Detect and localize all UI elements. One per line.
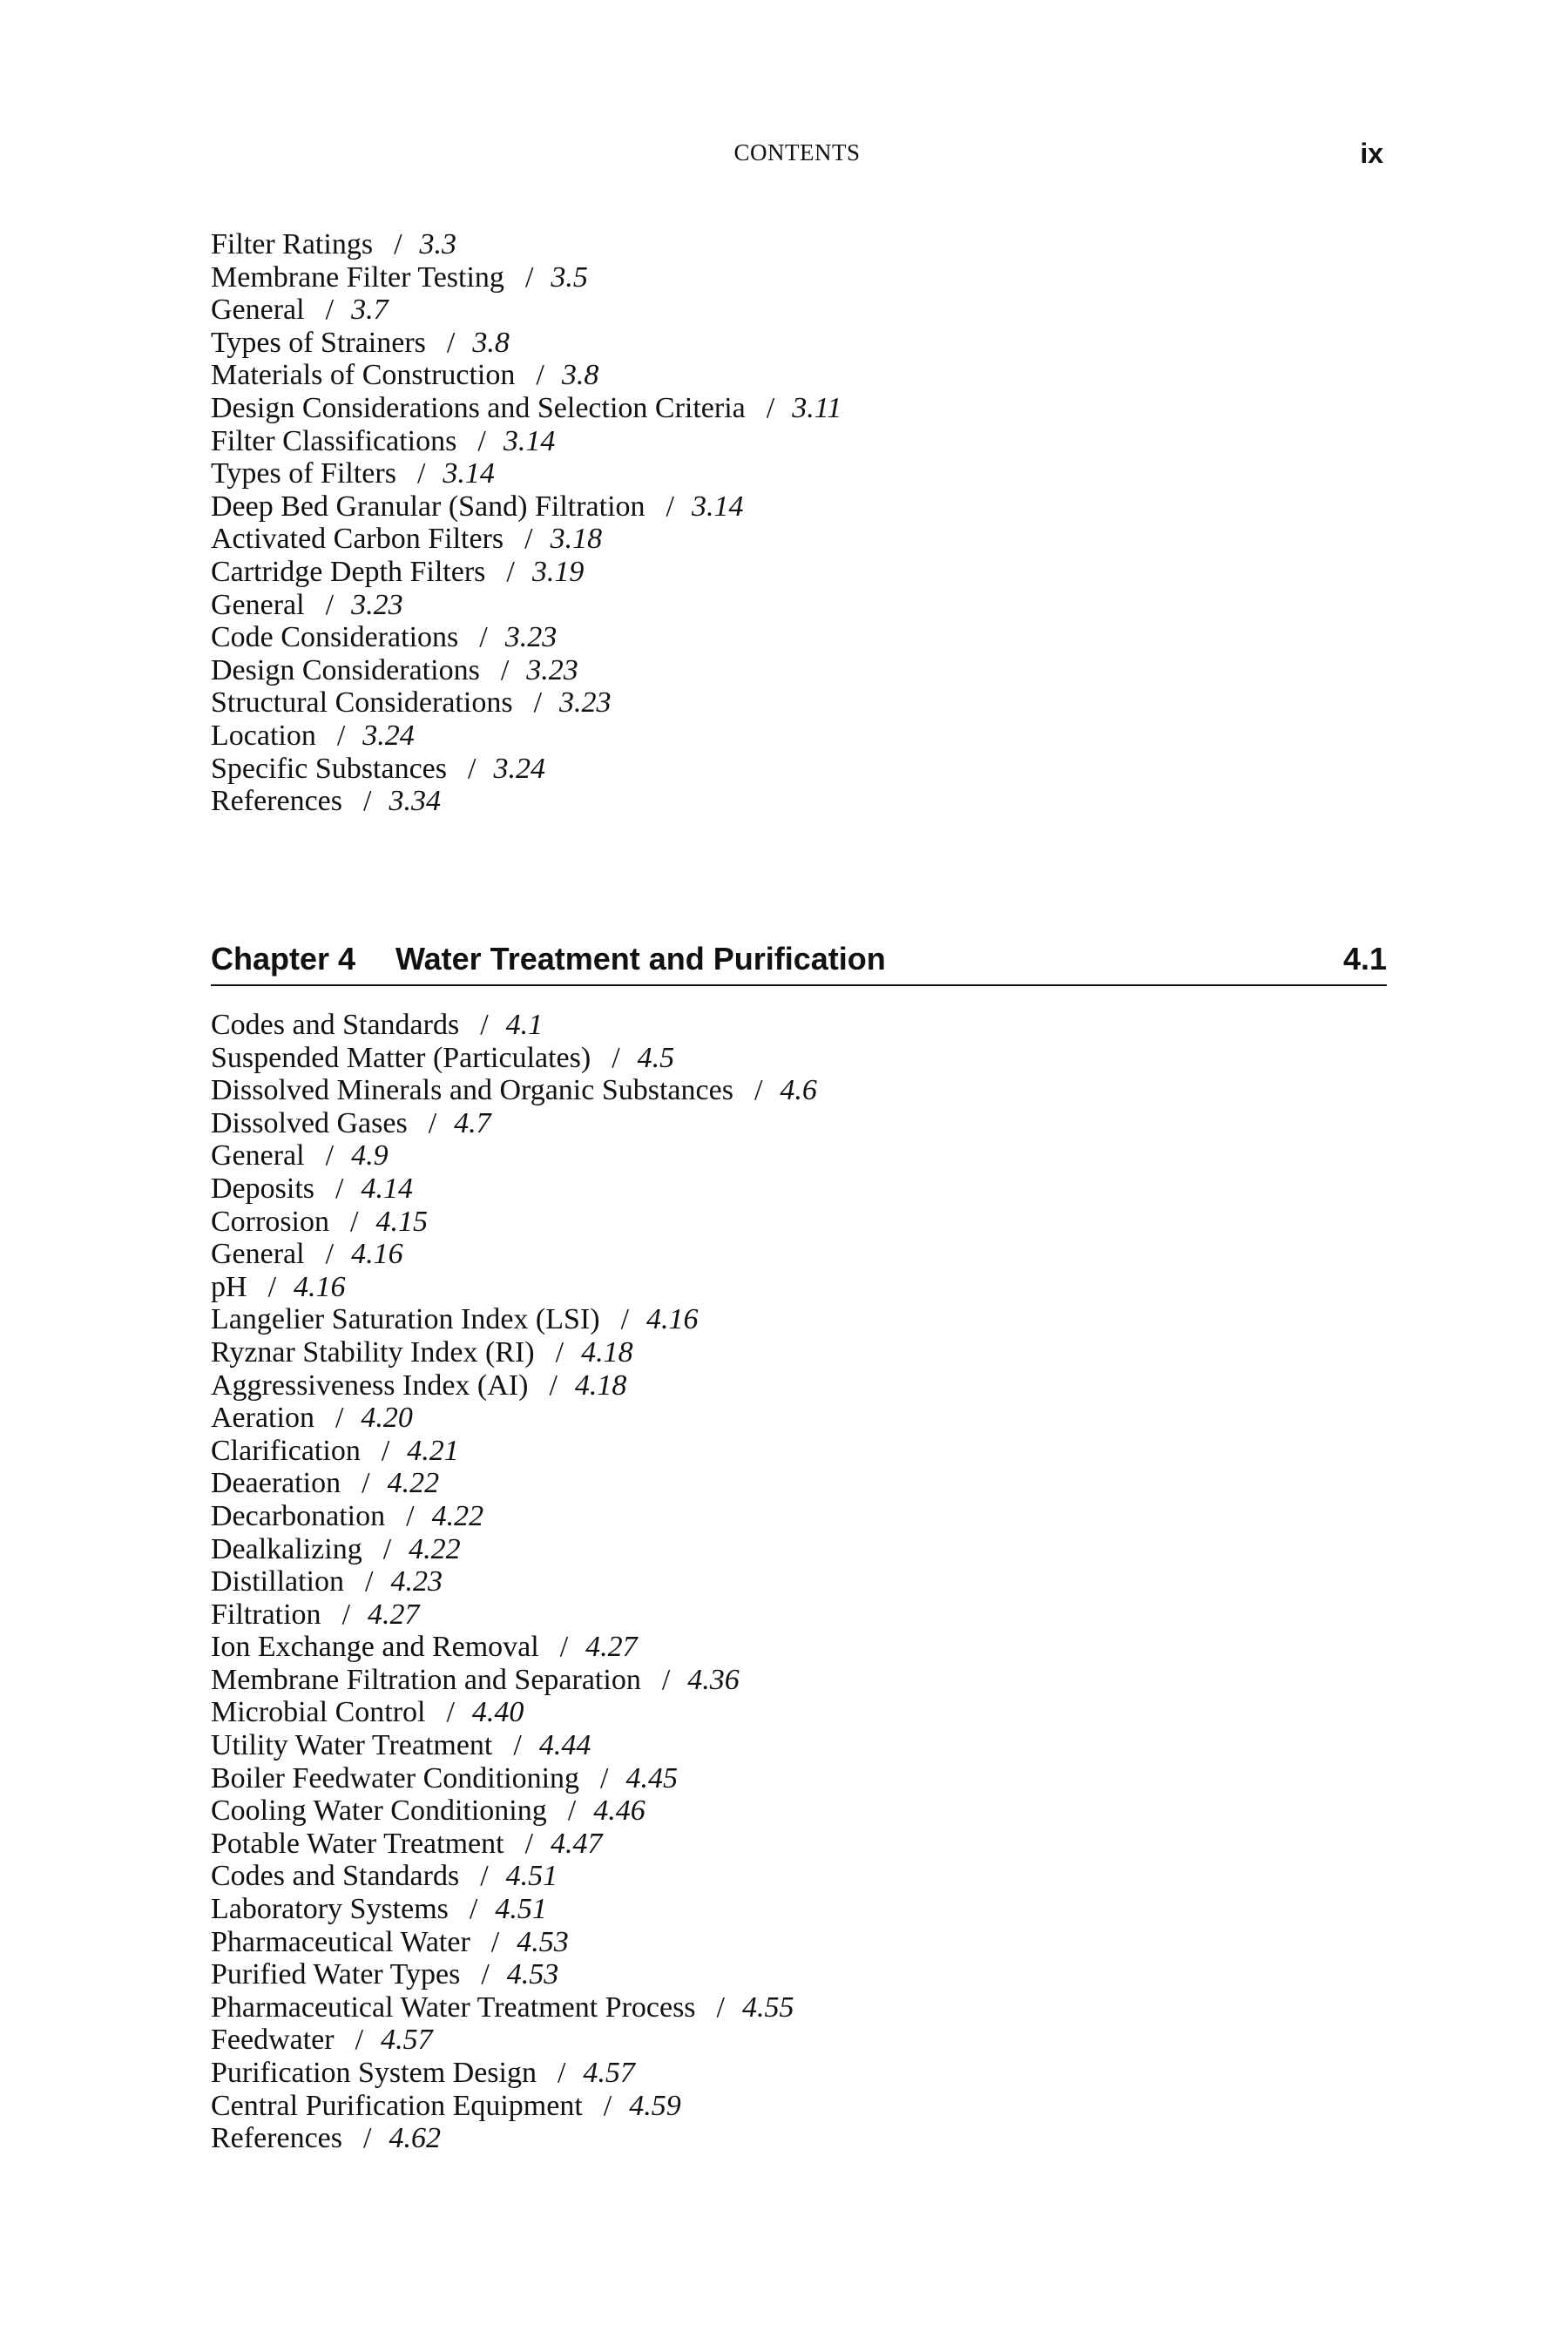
toc-entry-separator: / <box>267 1270 277 1303</box>
toc-entry[interactable] <box>211 1893 817 1926</box>
toc-entry[interactable] <box>211 556 841 589</box>
toc-entry-page: 4.22 <box>387 1467 440 1500</box>
toc-entry-separator: / <box>365 1565 374 1598</box>
toc-entry-title: Specific Substances <box>211 752 447 785</box>
toc-entry-title: Cooling Water Conditioning <box>211 1794 547 1828</box>
toc-entry[interactable] <box>211 523 841 556</box>
toc-entry-title: References <box>211 785 343 818</box>
toc-entry-title: Filter Ratings <box>211 228 374 260</box>
toc-entry-title: Boiler Feedwater Conditioning <box>211 1761 580 1794</box>
toc-entry-page: 4.16 <box>351 1238 403 1271</box>
toc-entry-page: 4.27 <box>585 1631 638 1664</box>
toc-entry-title: Langelier Saturation Index (LSI) <box>211 1303 600 1336</box>
toc-entry-separator: / <box>325 1238 335 1271</box>
toc-entry-title: Purified Water Types <box>211 1958 461 1991</box>
toc-entry-title: Codes and Standards <box>211 1860 460 1893</box>
toc-entry[interactable] <box>211 1631 817 1664</box>
toc-entry-title: pH <box>211 1270 247 1303</box>
toc-entry[interactable] <box>211 1828 817 1861</box>
toc-entry-separator: / <box>524 260 534 294</box>
toc-entry-page: 4.9 <box>351 1139 389 1173</box>
toc-entry-page: 4.51 <box>495 1893 547 1926</box>
toc-entry-title: Feedwater <box>211 2024 335 2057</box>
toc-entry[interactable] <box>211 1336 817 1369</box>
toc-entry-separator: / <box>382 1532 392 1565</box>
toc-entry-separator: / <box>468 752 476 785</box>
toc-entry-page: 4.62 <box>389 2122 441 2155</box>
toc-entry-page: 4.16 <box>294 1270 346 1303</box>
toc-entry[interactable] <box>211 720 841 753</box>
toc-entry-separator: / <box>559 1631 569 1664</box>
toc-entry-title: General <box>211 1238 305 1271</box>
toc-entry-page: 4.51 <box>505 1860 558 1893</box>
toc-entry-separator: / <box>469 1893 478 1926</box>
toc-entry-page: 4.18 <box>574 1369 627 1402</box>
toc-entry-page: 4.53 <box>517 1925 569 1958</box>
running-title: CONTENTS <box>733 139 861 166</box>
toc-entry-page: 3.19 <box>531 555 585 588</box>
toc-entry-title: Ryznar Stability Index (RI) <box>211 1335 535 1369</box>
toc-entry[interactable] <box>211 1762 817 1795</box>
toc-entry[interactable] <box>211 490 841 524</box>
toc-entry[interactable] <box>211 457 841 490</box>
toc-entry-separator: / <box>481 1958 490 1991</box>
toc-entry[interactable] <box>211 1696 817 1729</box>
toc-entry-title: Filter Classifications <box>211 424 457 457</box>
toc-entry-page: 4.20 <box>361 1402 413 1435</box>
toc-entry-page: 4.55 <box>742 1990 794 2024</box>
toc-entry-page: 4.45 <box>625 1761 678 1794</box>
toc-entry[interactable] <box>211 1860 817 1893</box>
toc-entry[interactable] <box>211 294 841 327</box>
toc-entry-title: Membrane Filtration and Separation <box>211 1663 641 1696</box>
toc-entry[interactable] <box>211 1107 817 1140</box>
toc-entry-page: 4.23 <box>390 1565 443 1598</box>
toc-entry-title: Ion Exchange and Removal <box>211 1631 539 1664</box>
toc-entry[interactable] <box>211 686 841 720</box>
toc-entry-title: Potable Water Treatment <box>211 1827 504 1860</box>
toc-entry-title: Central Purification Equipment <box>211 2089 583 2122</box>
toc-entry[interactable] <box>211 2090 817 2123</box>
toc-entry[interactable] <box>211 1139 817 1173</box>
toc-entry-separator: / <box>506 555 515 588</box>
toc-entry-separator: / <box>500 653 510 686</box>
toc-entry-title: Membrane Filter Testing <box>211 260 504 294</box>
toc-entry[interactable] <box>211 1435 817 1468</box>
toc-entry-separator: / <box>335 1172 344 1205</box>
chapter-heading[interactable] <box>211 936 1387 986</box>
toc-entry[interactable] <box>211 1467 817 1500</box>
toc-entry[interactable] <box>211 2057 817 2090</box>
toc-entry-separator: / <box>480 1009 489 1041</box>
toc-entry-separator: / <box>325 294 335 327</box>
toc-entry-page: 4.21 <box>407 1434 459 1467</box>
toc-entry[interactable] <box>211 589 841 622</box>
toc-entry-title: Design Considerations and Selection Criteria <box>211 391 746 424</box>
toc-entry-title: Filtration <box>211 1598 321 1631</box>
toc-entry[interactable] <box>211 1402 817 1435</box>
toc-entry-separator: / <box>600 1761 609 1794</box>
toc-entry-page: 4.15 <box>375 1205 428 1238</box>
toc-entry-title: General <box>211 294 305 327</box>
toc-entry-title: General <box>211 1139 305 1173</box>
toc-entry-separator: / <box>355 2024 364 2057</box>
toc-entry-page: 3.3 <box>419 228 457 260</box>
toc-entry-page: 4.27 <box>368 1598 420 1631</box>
toc-entry-separator: / <box>666 490 674 523</box>
toc-entry-title: Pharmaceutical Water <box>211 1925 470 1958</box>
toc-entry[interactable] <box>211 1271 817 1304</box>
toc-entry-page: 4.44 <box>538 1729 591 1762</box>
toc-entry-separator: / <box>335 1402 344 1435</box>
toc-list-chapter-3-continued <box>211 228 841 818</box>
toc-entry-title: General <box>211 588 305 621</box>
toc-entry-title: Deep Bed Granular (Sand) Filtration <box>211 490 645 523</box>
toc-entry-page: 3.8 <box>561 359 599 392</box>
chapter-page-number: 4.1 <box>1342 941 1387 977</box>
toc-entry-separator: / <box>446 326 456 359</box>
toc-entry-separator: / <box>477 424 486 457</box>
toc-entry-separator: / <box>416 457 426 490</box>
toc-entry-separator: / <box>446 1696 455 1729</box>
toc-entry[interactable] <box>211 1500 817 1533</box>
toc-entry-title: Activated Carbon Filters <box>211 523 504 556</box>
toc-entry-separator: / <box>567 1794 577 1828</box>
toc-entry[interactable] <box>211 1238 817 1271</box>
toc-entry-title: Distillation <box>211 1565 344 1598</box>
toc-entry[interactable] <box>211 1173 817 1206</box>
chapter-label: Chapter 4 <box>211 941 356 977</box>
toc-entry-page: 4.36 <box>687 1663 740 1696</box>
toc-entry-separator: / <box>428 1106 437 1139</box>
toc-entry[interactable] <box>211 228 841 261</box>
toc-entry[interactable] <box>211 1009 817 1042</box>
toc-entry-separator: / <box>612 1041 620 1074</box>
toc-entry-separator: / <box>661 1663 671 1696</box>
toc-entry-page: 3.23 <box>526 653 578 686</box>
toc-entry[interactable] <box>211 654 841 687</box>
toc-entry-title: Code Considerations <box>211 621 459 654</box>
toc-entry[interactable] <box>211 261 841 294</box>
toc-entry-separator: / <box>394 228 402 260</box>
toc-entry-page: 4.7 <box>454 1106 491 1139</box>
toc-entry-title: Aggressiveness Index (AI) <box>211 1369 529 1402</box>
toc-entry-page: 4.46 <box>593 1794 645 1828</box>
toc-entry[interactable] <box>211 1664 817 1697</box>
toc-entry-page: 4.6 <box>780 1074 817 1107</box>
toc-entry-title: Aeration <box>211 1402 314 1435</box>
toc-entry[interactable] <box>211 1533 817 1566</box>
toc-entry-page: 4.18 <box>581 1335 633 1369</box>
toc-entry[interactable] <box>211 359 841 392</box>
toc-entry[interactable] <box>211 1042 817 1075</box>
toc-entry[interactable] <box>211 1991 817 2024</box>
toc-entry-page: 3.14 <box>443 457 495 490</box>
toc-entry-separator: / <box>406 1499 415 1532</box>
toc-entry-title: Dissolved Minerals and Organic Substances <box>211 1074 733 1107</box>
toc-entry-page: 3.23 <box>559 686 612 720</box>
toc-entry[interactable] <box>211 1565 817 1598</box>
toc-entry-title: Corrosion <box>211 1205 329 1238</box>
toc-entry[interactable] <box>211 392 841 425</box>
toc-entry-page: 3.23 <box>504 621 558 654</box>
toc-entry-separator: / <box>479 621 488 654</box>
toc-entry-separator: / <box>557 2057 566 2089</box>
toc-entry-page: 4.57 <box>583 2057 635 2089</box>
toc-entry-title: References <box>211 2122 343 2155</box>
toc-entry-separator: / <box>533 686 543 720</box>
toc-entry-separator: / <box>513 1729 522 1762</box>
toc-entry-separator: / <box>381 1434 390 1467</box>
toc-entry-page: 4.16 <box>646 1303 699 1336</box>
toc-entry[interactable] <box>211 621 841 654</box>
toc-entry-separator: / <box>766 391 775 424</box>
toc-entry-title: Suspended Matter (Particulates) <box>211 1041 591 1074</box>
toc-entry[interactable] <box>211 425 841 458</box>
toc-entry-title: Dissolved Gases <box>211 1106 408 1139</box>
toc-entry[interactable] <box>211 785 841 818</box>
toc-entry-title: Pharmaceutical Water Treatment Process <box>211 1990 696 2024</box>
toc-entry-page: 4.5 <box>637 1041 675 1074</box>
toc-entry-separator: / <box>524 1827 534 1860</box>
toc-entry-title: Decarbonation <box>211 1499 386 1532</box>
toc-entry[interactable] <box>211 327 841 360</box>
toc-entry[interactable] <box>211 1598 817 1632</box>
toc-entry-page: 4.14 <box>361 1172 413 1205</box>
toc-entry-separator: / <box>350 1205 359 1238</box>
toc-entry-page: 3.8 <box>472 326 510 359</box>
toc-list-chapter-4 <box>211 1009 817 2155</box>
toc-entry-separator: / <box>363 2122 372 2155</box>
toc-entry[interactable] <box>211 1206 817 1239</box>
toc-entry-title: Location <box>211 719 316 752</box>
toc-entry[interactable] <box>211 1794 817 1828</box>
toc-entry-title: Dealkalizing <box>211 1532 362 1565</box>
toc-entry[interactable] <box>211 2122 817 2155</box>
toc-entry-separator: / <box>620 1303 630 1336</box>
toc-entry-page: 3.18 <box>550 523 603 556</box>
running-header <box>0 139 1568 174</box>
toc-entry-page: 3.23 <box>351 588 403 621</box>
toc-entry[interactable] <box>211 2024 817 2057</box>
toc-entry-page: 4.22 <box>431 1499 484 1532</box>
toc-entry-page: 3.24 <box>362 719 415 752</box>
toc-entry-page: 4.57 <box>381 2024 433 2057</box>
toc-entry-separator: / <box>754 1074 763 1107</box>
toc-entry-page: 4.47 <box>551 1827 603 1860</box>
toc-entry-page: 3.24 <box>493 752 545 785</box>
toc-entry[interactable] <box>211 1074 817 1107</box>
toc-entry-separator: / <box>362 1467 370 1500</box>
toc-entry-title: Materials of Construction <box>211 359 516 392</box>
toc-entry-page: 3.5 <box>551 260 588 294</box>
toc-entry-separator: / <box>603 2089 612 2122</box>
toc-entry-separator: / <box>555 1335 564 1369</box>
toc-entry-page: 4.40 <box>471 1696 524 1729</box>
toc-entry-separator: / <box>480 1860 489 1893</box>
toc-entry-title: Clarification <box>211 1434 361 1467</box>
toc-entry-page: 3.7 <box>351 294 389 327</box>
toc-entry-page: 3.14 <box>503 424 556 457</box>
toc-entry[interactable] <box>211 1926 817 1959</box>
toc-entry-separator: / <box>716 1990 725 2024</box>
toc-entry[interactable] <box>211 753 841 786</box>
toc-entry-page: 4.22 <box>409 1532 461 1565</box>
toc-entry-page: 3.11 <box>792 391 842 424</box>
toc-entry-title: Microbial Control <box>211 1696 426 1729</box>
toc-entry-page: 4.1 <box>505 1009 544 1041</box>
toc-entry-page: 3.14 <box>691 490 744 523</box>
toc-entry-title: Deposits <box>211 1172 314 1205</box>
toc-entry-title: Types of Strainers <box>211 326 426 359</box>
toc-entry[interactable] <box>211 1303 817 1336</box>
toc-entry-separator: / <box>341 1598 351 1631</box>
toc-entry-page: 3.34 <box>389 785 441 818</box>
toc-entry-title: Cartridge Depth Filters <box>211 555 486 588</box>
toc-entry-page: 4.59 <box>629 2089 681 2122</box>
toc-entry-separator: / <box>536 359 544 392</box>
toc-entry[interactable] <box>211 1369 817 1402</box>
toc-entry-title: Purification System Design <box>211 2057 537 2089</box>
toc-entry[interactable] <box>211 1958 817 1991</box>
toc-entry-separator: / <box>325 1139 335 1173</box>
toc-entry-title: Laboratory Systems <box>211 1893 449 1926</box>
toc-entry-separator: / <box>490 1925 500 1958</box>
toc-entry-page: 4.53 <box>506 1958 559 1991</box>
page-number: ix <box>1360 138 1383 169</box>
toc-entry-title: Utility Water Treatment <box>211 1729 493 1762</box>
toc-entry-title: Codes and Standards <box>211 1009 460 1041</box>
toc-entry-separator: / <box>325 588 335 621</box>
toc-entry-title: Types of Filters <box>211 457 396 490</box>
toc-entry-separator: / <box>524 523 533 556</box>
toc-entry[interactable] <box>211 1729 817 1762</box>
toc-entry-separator: / <box>363 785 372 818</box>
toc-entry-title: Deaeration <box>211 1467 341 1500</box>
toc-entry-separator: / <box>336 719 346 752</box>
chapter-title: Water Treatment and Purification <box>395 941 886 977</box>
toc-entry-separator: / <box>549 1369 558 1402</box>
toc-entry-title: Design Considerations <box>211 653 480 686</box>
toc-entry-title: Structural Considerations <box>211 686 513 720</box>
